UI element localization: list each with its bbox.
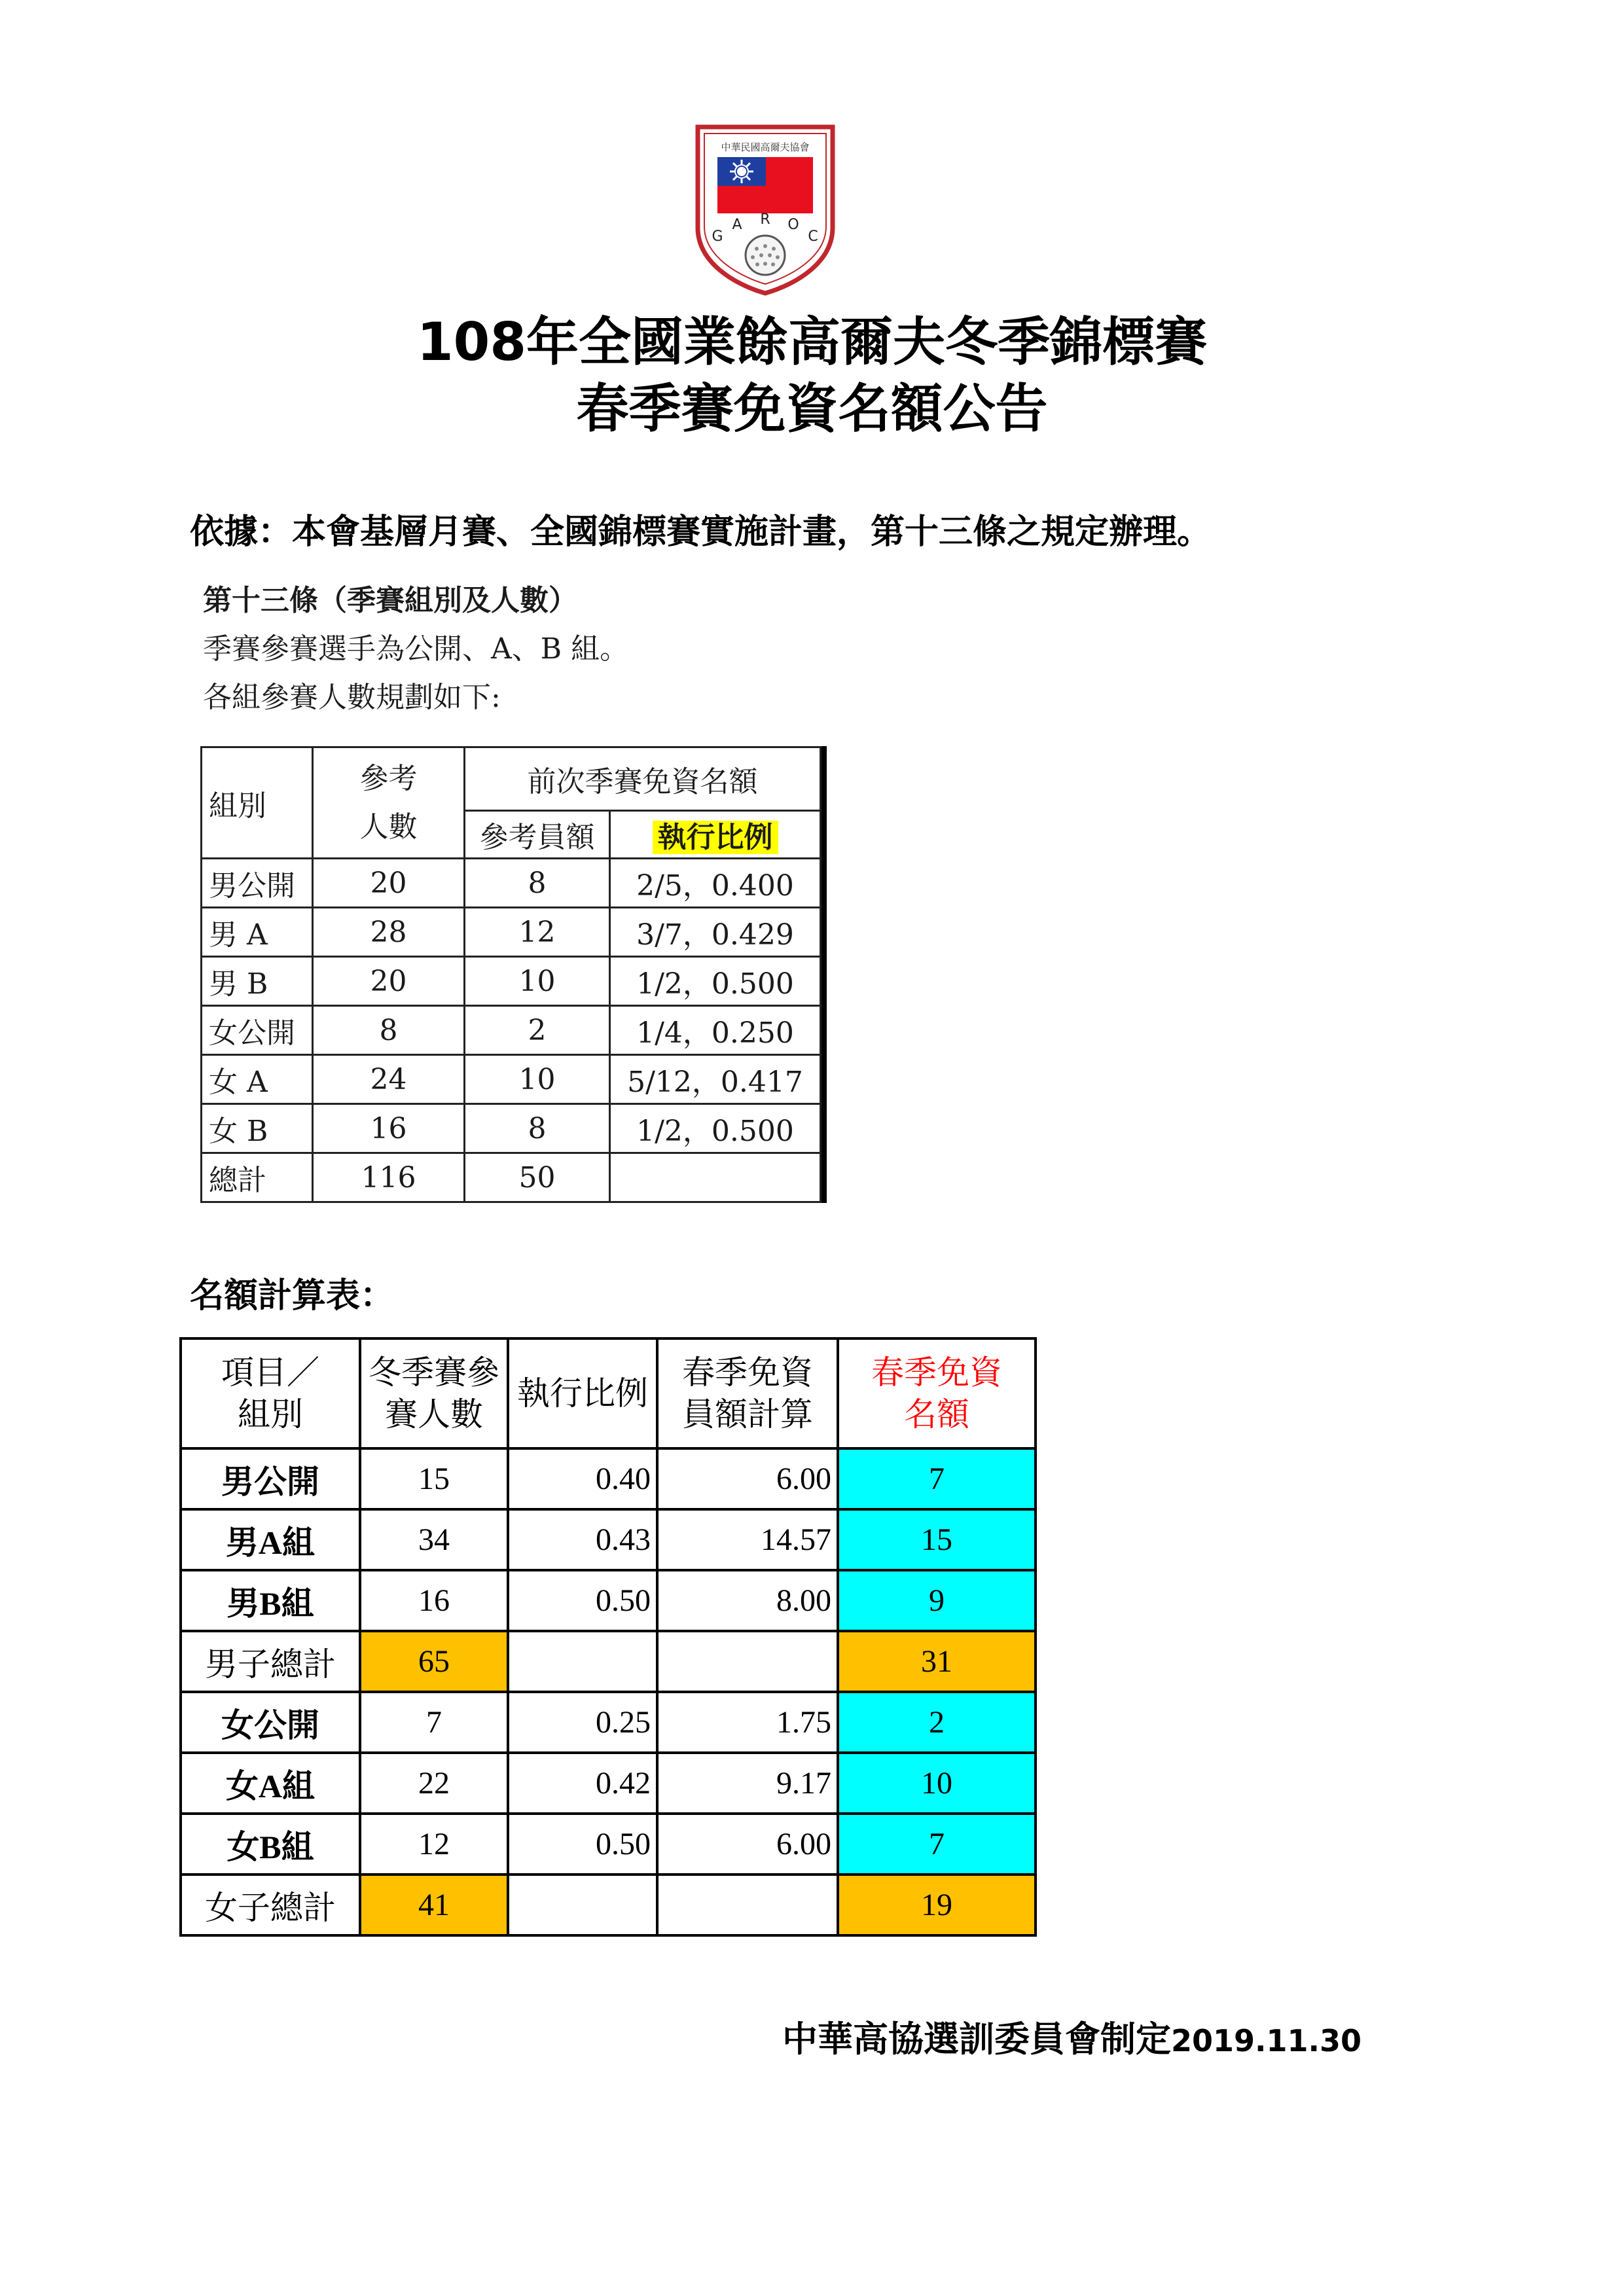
calc-cell-group: 女子總計 xyxy=(181,1874,360,1935)
article-cell-count: 28 xyxy=(313,908,465,957)
article-cell-ratio: 5/12，0.417 xyxy=(610,1055,821,1104)
quota-calculation-table xyxy=(179,1337,1037,1937)
calc-header: 春季免資員額計算 xyxy=(657,1338,838,1448)
calc-cell-group: 男子總計 xyxy=(181,1631,360,1692)
calc-cell-calc: 14.57 xyxy=(657,1509,838,1570)
calc-cell-calc xyxy=(657,1874,838,1935)
group-row xyxy=(181,1692,1036,1753)
calc-cell-ratio xyxy=(508,1631,657,1692)
footer-signature xyxy=(782,2013,1362,2067)
calc-heading: 名額計算表： xyxy=(190,1276,395,1316)
calc-cell-entrants: 22 xyxy=(360,1753,508,1814)
calc-cell-ratio: 0.50 xyxy=(508,1570,657,1631)
article-table-row xyxy=(202,957,821,1006)
item-header: 項目／組別 xyxy=(181,1338,360,1448)
article-table-row xyxy=(202,1153,821,1202)
article-cell-group: 男公開 xyxy=(202,859,313,908)
article-cell-count: 8 xyxy=(313,1006,465,1055)
ratio-highlight: 執行比例 xyxy=(653,821,778,854)
logo-letter-c: C xyxy=(808,228,818,245)
article-cell-ratio: 2/5，0.400 xyxy=(610,859,821,908)
calc-cell-quota: 7 xyxy=(838,1814,1036,1874)
calc-cell-ratio: 0.50 xyxy=(508,1814,657,1874)
calc-cell-quota: 19 xyxy=(838,1874,1036,1935)
article-cell-group: 女 B xyxy=(202,1104,313,1153)
article-table-row xyxy=(202,1055,821,1104)
group-row xyxy=(181,1814,1036,1874)
calc-cell-calc: 1.75 xyxy=(657,1692,838,1753)
article-cell-group: 男 B xyxy=(202,957,313,1006)
calc-cell-calc: 6.00 xyxy=(657,1814,838,1874)
calc-cell-entrants: 7 xyxy=(360,1692,508,1753)
calc-cell-calc: 9.17 xyxy=(657,1753,838,1814)
issue-date: 2019.11.30 xyxy=(1171,2023,1362,2058)
article-cell-count: 20 xyxy=(313,957,465,1006)
article-line-2: 各組參賽人數規劃如下: xyxy=(203,681,501,714)
calc-cell-calc: 6.00 xyxy=(657,1448,838,1509)
article-table-row xyxy=(202,908,821,957)
association-logo xyxy=(693,124,838,296)
article-cell-quota: 8 xyxy=(465,1104,610,1153)
article-cell-group: 總計 xyxy=(202,1153,313,1202)
article-table-row xyxy=(202,1006,821,1055)
calc-cell-quota: 7 xyxy=(838,1448,1036,1509)
article-cell-ratio: 3/7，0.429 xyxy=(610,908,821,957)
ratio-header: 執行比例 xyxy=(508,1338,657,1448)
calc-cell-group: 女公開 xyxy=(181,1692,360,1753)
calc-cell-group: 男B組 xyxy=(181,1570,360,1631)
article-cell-quota: 2 xyxy=(465,1006,610,1055)
calc-cell-ratio: 0.42 xyxy=(508,1753,657,1814)
calc-cell-ratio: 0.40 xyxy=(508,1448,657,1509)
logo-letter-o: O xyxy=(787,217,799,233)
calc-cell-entrants: 15 xyxy=(360,1448,508,1509)
article-line-1: 季賽參賽選手為公開、A、B 組。 xyxy=(203,632,629,666)
calc-cell-ratio xyxy=(508,1874,657,1935)
calc-cell-ratio: 0.43 xyxy=(508,1509,657,1570)
article-table-row xyxy=(202,1104,821,1153)
article-cell-count: 24 xyxy=(313,1055,465,1104)
calc-cell-quota: 9 xyxy=(838,1570,1036,1631)
article-cell-count: 16 xyxy=(313,1104,465,1153)
logo-letter-g: G xyxy=(712,228,723,245)
article-heading: 第十三條（季賽組別及人數） xyxy=(203,584,577,617)
calc-cell-calc: 8.00 xyxy=(657,1570,838,1631)
col-prev-quota-header: 前次季賽免資名額 xyxy=(465,747,821,811)
article-cell-quota: 50 xyxy=(465,1153,610,1202)
total-row xyxy=(181,1874,1036,1935)
calc-cell-group: 女B組 xyxy=(181,1814,360,1874)
article-cell-group: 女 A xyxy=(202,1055,313,1104)
calc-cell-entrants: 16 xyxy=(360,1570,508,1631)
entrants-header: 冬季賽參賽人數 xyxy=(360,1338,508,1448)
col-group-header: 組別 xyxy=(202,747,313,859)
article-cell-quota: 10 xyxy=(465,957,610,1006)
article-cell-count: 116 xyxy=(313,1153,465,1202)
group-row xyxy=(181,1753,1036,1814)
article-cell-group: 男 A xyxy=(202,908,313,957)
group-row xyxy=(181,1448,1036,1509)
calc-cell-quota: 31 xyxy=(838,1631,1036,1692)
calc-cell-quota: 2 xyxy=(838,1692,1036,1753)
logo-letter-a: A xyxy=(732,217,742,233)
article-cell-group: 女公開 xyxy=(202,1006,313,1055)
col-ref-count-header: 參考人數 xyxy=(313,747,465,859)
calc-cell-entrants: 34 xyxy=(360,1509,508,1570)
calc-cell-group: 男A組 xyxy=(181,1509,360,1570)
article-quota-table xyxy=(200,746,821,1203)
col-ratio-header xyxy=(610,811,821,859)
article-cell-ratio: 1/2，0.500 xyxy=(610,1104,821,1153)
article-cell-quota: 12 xyxy=(465,908,610,957)
golf-ball-icon xyxy=(746,236,785,275)
group-row xyxy=(181,1570,1036,1631)
article-cell-ratio: 1/4，0.250 xyxy=(610,1006,821,1055)
basis-statement: 依據：本會基層月賽、全國錦標賽實施計畫，第十三條之規定辦理。 xyxy=(190,512,1212,552)
calc-cell-entrants: 41 xyxy=(360,1874,508,1935)
article-cell-ratio: 1/2，0.500 xyxy=(610,957,821,1006)
article-table-row xyxy=(202,859,821,908)
total-row xyxy=(181,1631,1036,1692)
quota-header: 春季免資名額 xyxy=(838,1338,1036,1448)
article-cell-quota: 10 xyxy=(465,1055,610,1104)
group-row xyxy=(181,1509,1036,1570)
calc-cell-group: 男公開 xyxy=(181,1448,360,1509)
calc-cell-entrants: 65 xyxy=(360,1631,508,1692)
calc-cell-ratio: 0.25 xyxy=(508,1692,657,1753)
article-cell-ratio xyxy=(610,1153,821,1202)
logo-top-text: 中華民國高爾夫協會 xyxy=(721,141,810,153)
col-ref-quota-header: 參考員額 xyxy=(465,811,610,859)
committee-name: 中華高協選訓委員會制定 xyxy=(782,2018,1171,2060)
logo-letter-r: R xyxy=(760,211,770,228)
page-title: 108年全國業餘高爾夫冬季錦標賽 xyxy=(417,312,1207,372)
article-cell-quota: 8 xyxy=(465,859,610,908)
calc-cell-quota: 15 xyxy=(838,1509,1036,1570)
calc-cell-quota: 10 xyxy=(838,1753,1036,1814)
calc-cell-entrants: 12 xyxy=(360,1814,508,1874)
calc-cell-calc xyxy=(657,1631,838,1692)
page-subtitle: 春季賽免資名額公告 xyxy=(576,378,1048,439)
article-cell-count: 20 xyxy=(313,859,465,908)
calc-cell-group: 女A組 xyxy=(181,1753,360,1814)
